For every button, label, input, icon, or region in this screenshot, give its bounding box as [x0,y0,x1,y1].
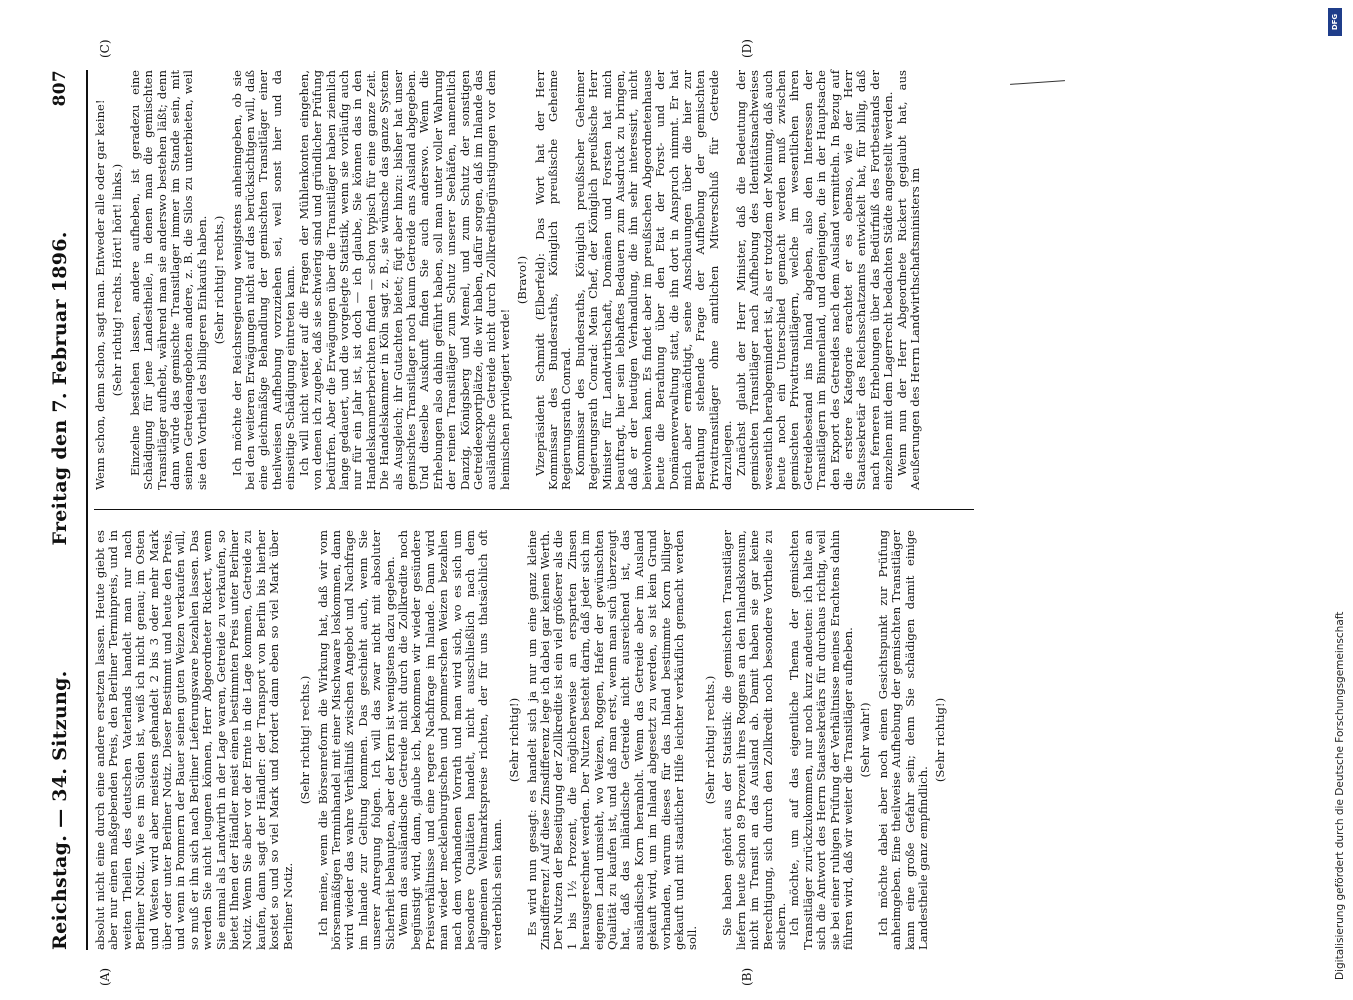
paragraph: Wenn nun der Herr Abgeordnete Rickert geglaubt hat, aus Aeußerungen des Herrn Landwirthschaftsministers im [894,70,922,490]
paragraph: Kommissar des Bundesraths, Königlich preußischer Geheimer Regierungsrath Conrad: Mein Chef, der Königlich preußische Herr Minister für Landwirthschaft, Domänen und Forsten hat mich beauftragt, hier sein lebhaftes Bedauern zum Ausdruck zu bringen, daß er der heutigen Verhandlung, die ihn sehr interessirt, nicht beiwohnen kann. Es findet aber im preußischen Abgeordnetenhause heute die Berathung über den Etat der Forst- und der Domänenverwaltung statt, die ihn dort in Anspruch nimmt. Er hat mich aber ermächtigt, seine Anschauungen über die hier zur Berathung stehende Frage der Aufhebung der gemischten Privattransitläger ohne amtlichen Mitverschluß für Getreide darzulegen. [572,70,735,490]
marker-b: (B) [740,967,754,986]
paragraph: Wenn das ausländische Getreide nicht durch die Zollkredite noch begünstigt wird, dann, glaube ich, bekommen wir wieder gesündere Preisverhältnisse und eine regere Nachfrage im Inlande. Dann wird man wieder mecklenburgischen und pommerschen Weizen bezahlen nach dem vorhandenen Vorrath und man wird sich, wo es sich um besondere Qualitäten handelt, nicht ausschließlich nach dem allgemeinen Weltmarktspreise richten, der für uns thatsächlich oft verderblich sein kann. [395,530,504,950]
header-date: Freitag den 7. Februar 1896. [49,231,71,546]
newspaper-page [0,39,1320,986]
header-session: Reichstag. — 34. Sitzung. [49,670,71,950]
column-divider [94,509,974,510]
paragraph: Es wird nun gesagt: es handelt sich ja nur um eine ganz kleine Zinsdifferenz! Auf diese Zinsdifferenz lege ich dabei gar keinen Werth. Der Nutzen der Beseitigung der Zollkredite ist ein viel größerer als die 1 bis 1½ Prozent, die möglicherweise an ersparten Zinsen herausgerechnet werden. Der Nutzen besteht darin, daß jeder sich im eigenen Land umsieht, wo Weizen, Roggen, Hafer der gewünschten Qualität zu kaufen ist, und daß man erst, wenn man sich überzeugt hat, daß das inländische Getreide nicht ausreichend ist, das ausländische Korn heranholt. Wenn das Getreide aber im Ausland gekauft wird, um im Inland abgesetzt zu werden, so ist kein Grund vorhanden, warum dieses für das Inland bestimmte Korn billiger gekauft und mit staatlicher Hilfe leichter verkäuflich gemacht werden soll. [524,530,700,950]
digitization-sidebar [1320,0,1353,1000]
funding-notice: Digitalisierung gefördert durch die Deutsche Forschungsgemeinschaft [1334,611,1346,980]
applause-note: (Sehr richtig!) [933,697,948,783]
right-column [94,70,922,490]
paragraph: Wenn schon, denn schon, sagt man. Entweder alle oder gar keine! [93,99,107,490]
page-header [40,70,80,950]
marker-d: (D) [740,39,754,58]
paragraph: Vizepräsident Schmidt (Elberfeld): Das Wort hat der Herr Kommissar des Bundesraths, Königlich preußische Geheime Regierungsrath Conrad. [532,70,574,490]
header-rule [86,70,88,950]
applause-note: (Sehr wahr!) [858,702,873,778]
marker-c: (C) [98,39,112,58]
paragraph: Ich meine, wenn die Börsenreform die Wirkung hat, daß wir vom börsenmäßigen Terminhandel mit einer Mischwaare loskommen, dann wird wieder das wahre Verhältniß zwischen Angebot und Nachfrage im Inlande zur Geltung kommen. Das geschieht auch, wenn Sie unserer Anregung folgen. Ich will das zwar nicht mit absoluter Sicherheit behaupten, aber der Kern ist wenigstens dazu gegeben. [315,530,397,950]
paragraph: Ich möchte der Reichsregierung wenigstens anheimgeben, ob sie bei den weiteren Erwägungen nicht auf das berücksichtigen will, daß eine gleichmäßige Behandlung der gemischten Transitläger einer theilweisen Aufhebung vorzuziehen sei, weil sonst hier und da einseitige Schädigung eintreten kann. [229,70,298,490]
applause-note: (Sehr richtig! rechts.) [702,675,717,805]
marker-a: (A) [98,967,112,986]
paragraph: Einzelne bestehen lassen, andere aufheben, ist geradezu eine Schädigung für jene Landestheile, in denen man die gemischten Transitläger aufhebt, während man sie anderswo bestehen läßt; denn dann würde das gemischte Transitlager immer im Stande sein, mit seinen Getreideangeboten andere, z. B. die Silos zu unterbieten, weil sie den Vortheil des billigeren Einkaufs haben. [127,70,209,490]
page-number: 807 [50,70,70,107]
applause-note: (Bravo!) [515,255,530,305]
applause-note: (Sehr richtig! rechts.) [298,675,313,805]
paragraph: Ich möchte, um auf das eigentliche Thema der gemischten Transitläger zurückzukommen, nur noch kurz andeuten: ich halte an sich die Antwort des Herrn Staatssekretärs für durchaus richtig, weil sie bei einer ruhigen Prüfung der Verhältnisse meines Erachtens dahin führen wird, daß wir weiter die Transitläger aufheben. [787,530,855,950]
applause-note: (Sehr richtig! rechts.) [212,215,227,345]
applause-note: (Sehr richtig!) [507,697,522,783]
left-column [94,530,952,950]
paragraph: Ich will nicht weiter auf die Fragen der Mühlenkonten eingehen, von denen ich zugebe, daß sie schwierig sind und gründlicher Prüfung bedürfen. Aber die Erwägungen über die Transitläger haben ziemlich lange gedauert, und die vorgelegte Statistik, wenn sie vorläufig auch nur für ein Jahr ist, ist doch — ich glaube, Sie können das in den Handelskammerberichten finden — schon typisch für eine ganze Zeit. Die Handelskammer in Köln sagt z. B., sie wünsche das ganze System als Ausgleich; ihr Gutachten bietet; fügt aber hinzu: bisher hat unser gemischtes Transitlager noch kaum Getreide ans Ausland abgegeben. Und dieselbe Auskunft finden Sie auch anderswo. Wenn die Erhebungen also dahin geführt haben, soll man unter voller Wahrung der reinen Transitläger zum Schutz unserer Seehäfen, namentlich Danzig, Königsberg und Memel, und zum Schutz der sonstigen Getreideexportplätze, die wir haben, dafür sorgen, daß im Inlande das ausländische Getreide nicht durch Zollkreditbegünstigungen vor dem heimischen privilegiert werde! [296,70,512,490]
applause-note: (Sehr richtig! rechts. Hört! hört! links.) [110,163,125,397]
dfg-logo: DFG [1328,8,1342,36]
paragraph: Sie haben gehört aus der Statistik: die gemischten Transitläger liefern heute schon 89 Prozent ihres Roggens an den Inlandskonsum, nicht im Transit an das Ausland ab. Damit haben sie gar keine Berechtigung, sich durch den Zollkredit noch besondere Vortheile zu sichern. [720,530,788,950]
paragraph: Ich möchte dabei aber noch einen Gesichtspunkt zur Prüfung anheimgeben. Eine theilweise Aufhebung der gemischten Transitläger kann eine große Gefahr sein; denn Sie schädigen damit einige Landestheile ganz empfindlich. [875,530,930,950]
paragraph: absolut nicht eine durch eine andere ersetzen lassen. Heute giebt es aber nur einen maßgebenden Preis, den Berliner Terminpreis, und in weiten Theilen des deutschen Vaterlands handelt man nur nach Berliner Notiz. Wie es im Süden ist, weiß ich nicht genau; im Osten und Westen wird aber meistens gehandelt 2 bis 3 oder mehr Mark über oder unter Berliner Notiz. Dieser Bestimmt und heute den Preis, und wenn in Pommern der Bauer seinen guten Weizen verkaufen will, so muß er ihn sich nach Berliner Lieferungsware bezahlen lassen. Das werden Sie nicht leugnen können, Herr Abgeordneter Rickert, wenn Sie einmal als Landwirth in der Lage waren, Getreide zu verkaufen, so bietet Ihnen der Händler meist einen bestimmten Preis unter Berliner Notiz. Wenn Sie aber vor der Ernte in die Lage kommen, Getreide zu kaufen, dann sagt der Händler: der Transport von Berlin bis hierher kostet so und so viel Mark und fordert dann eben so viel Mark über Berliner Notiz. [93,530,295,950]
paragraph: Zunächst glaubt der Herr Minister, daß die Bedeutung der gemischten Transitläger nach Aufhebung des Identitätsnachweises wesentlich herabgemindert ist, als er trotzdem der Meinung, daß auch heute noch ein Unterschied gemacht werden muß zwischen gemischten Privattransitlägern, welche im wesentlichen ihren Getreidebestand ins Inland abgeben, also den Interessen der Transitlägern im Binnenland, und denjenigen, die in der Hauptsache den Export des Getreides nach dem Ausland vermitteln. In Bezug auf die erstere Kategorie erachtet er es ebenso, wie der Herr Staatssekretär des Reichsschatzamts entwickelt hat, für billig, daß nach ferneren Erhebungen über das Bedürfniß des Fortbestands der einzelnen mit dem Lagerrecht bedachten Städte angestellt werden. [733,70,896,490]
